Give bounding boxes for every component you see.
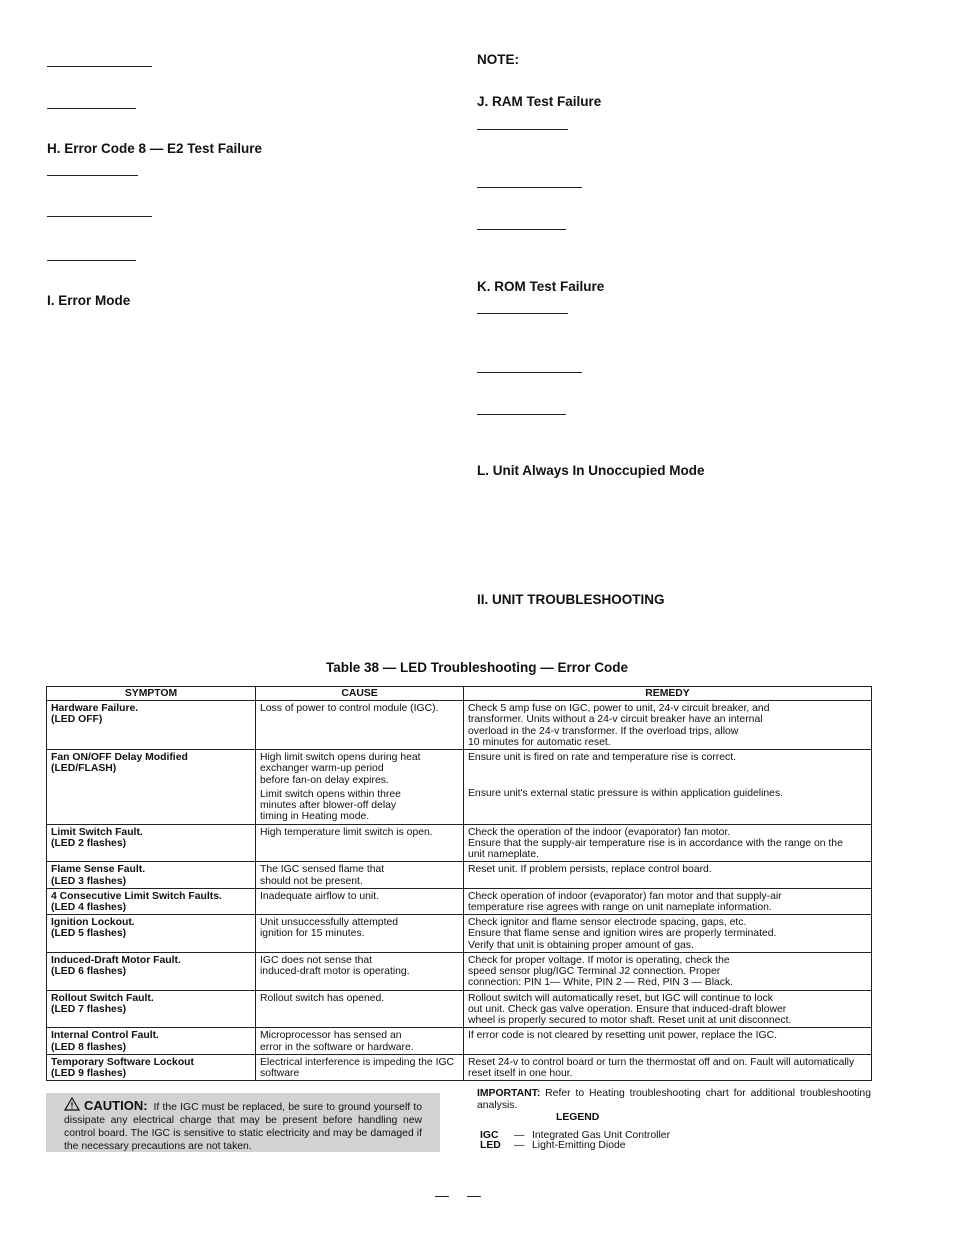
page-number-dash — [435, 1196, 449, 1197]
cause-cell — [256, 750, 464, 824]
table-row — [47, 915, 872, 953]
table-row — [47, 888, 872, 914]
symptom-cell: Flame Sense Fault. (LED 3 flashes) — [47, 862, 256, 888]
table-row — [47, 750, 872, 824]
important-note — [477, 1088, 871, 1112]
symptom-cell: Hardware Failure. (LED OFF) — [47, 701, 256, 750]
note-label: NOTE: — [477, 52, 519, 67]
symptom-cell: Fan ON/OFF Delay Modified (LED/FLASH) — [47, 750, 256, 824]
section-h-heading: H. Error Code 8 — E2 Test Failure — [47, 141, 263, 156]
caution-box — [46, 1093, 440, 1152]
table-row — [47, 701, 872, 750]
remedy-cell: If error code is not cleared by resetting unit power, replace the IGC. — [464, 1028, 872, 1054]
important-text: Refer to Heating troubleshooting chart for additional troubleshooting analysis. — [477, 1088, 871, 1111]
cause-cell: Inadequate airflow to unit. — [256, 888, 464, 914]
symptom-cell: Temporary Software Lockout (LED 9 flashes) — [47, 1054, 256, 1080]
cause-cell: The IGC sensed flame that should not be present. — [256, 862, 464, 888]
remedy-cell: Rollout switch will automatically reset, but IGC will continue to lock out unit. Check gas valve operation. Ensure that induced-draft blower wheel is properly secured to motor shaft. Reset unit at unit disconnect. — [464, 990, 872, 1028]
cause-text: Limit switch opens within three minutes after blower-off delay timing in Heating mode. — [260, 788, 401, 823]
caution-label: CAUTION: — [84, 1098, 148, 1113]
blank-rule — [47, 216, 152, 217]
symptom-cell: 4 Consecutive Limit Switch Faults. (LED 4 flashes) — [47, 888, 256, 914]
table-row — [47, 1054, 872, 1080]
remedy-cell: Check ignitor and flame sensor electrode spacing, gaps, etc. Ensure that flame sense and ignition wires are properly terminated. Verify that unit is obtaining proper amount of gas. — [464, 915, 872, 953]
legend-desc: Integrated Gas Unit Controller — [532, 1130, 671, 1141]
blank-rule — [477, 129, 568, 130]
legend-dash: — — [514, 1140, 525, 1151]
table-row — [47, 990, 872, 1028]
cause-cell: Rollout switch has opened. — [256, 990, 464, 1028]
section-i-heading: I. Error Mode — [47, 293, 131, 308]
blank-rule — [477, 313, 568, 314]
remedy-text: Ensure unit's external static pressure is within application guidelines. — [468, 788, 784, 800]
section-l-heading: L. Unit Always In Unoccupied Mode — [477, 463, 705, 478]
blank-rule — [477, 414, 566, 415]
warning-triangle-icon — [64, 1097, 80, 1111]
remedy-cell: Check operation of indoor (evaporator) fan motor and that supply-air temperature rise agrees with range on unit nameplate information. — [464, 888, 872, 914]
blank-rule — [47, 260, 136, 261]
cause-cell: Microprocessor has sensed an error in the software or hardware. — [256, 1028, 464, 1054]
cause-text: High limit switch opens during heat exchanger warm-up period before fan-on delay expires. — [260, 752, 421, 786]
table-row — [47, 1028, 872, 1054]
cause-cell: Electrical interference is impeding the IGC software — [256, 1054, 464, 1080]
symptom-cell: Internal Control Fault. (LED 8 flashes) — [47, 1028, 256, 1054]
cause-cell: Unit unsuccessfully attempted ignition for 15 minutes. — [256, 915, 464, 953]
legend-abbr: IGC — [480, 1130, 499, 1141]
section-j-heading: J. RAM Test Failure — [477, 94, 602, 109]
legend-item — [480, 1140, 626, 1151]
legend-abbr: LED — [480, 1140, 501, 1151]
table-row — [47, 952, 872, 990]
symptom-cell: Induced-Draft Motor Fault. (LED 6 flashes) — [47, 952, 256, 990]
blank-rule — [477, 187, 582, 188]
symptom-cell: Limit Switch Fault. (LED 2 flashes) — [47, 824, 256, 862]
remedy-text: Ensure unit is fired on rate and temperature rise is correct. — [468, 752, 736, 764]
remedy-cell — [464, 750, 872, 824]
remedy-cell: Check for proper voltage. If motor is operating, check the speed sensor plug/IGC Terminal J2 connection. Proper connection: PIN 1— White, PIN 2 — Red, PIN 3 — Black. — [464, 952, 872, 990]
section-ii-heading: II. UNIT TROUBLESHOOTING — [477, 592, 665, 607]
blank-rule — [47, 66, 152, 67]
table-row — [47, 824, 872, 862]
remedy-cell: Check the operation of the indoor (evaporator) fan motor. Ensure that the supply-air temperature rise is in accordance with the range on the unit nameplate. — [464, 824, 872, 862]
blank-rule — [47, 175, 138, 176]
remedy-cell: Reset unit. If problem persists, replace control board. — [464, 862, 872, 888]
legend-title: LEGEND — [556, 1112, 600, 1123]
remedy-header: REMEDY — [464, 687, 872, 701]
important-label: IMPORTANT: — [477, 1088, 541, 1099]
cause-cell: High temperature limit switch is open. — [256, 824, 464, 862]
symptom-cell: Rollout Switch Fault. (LED 7 flashes) — [47, 990, 256, 1028]
blank-rule — [47, 108, 136, 109]
page-number-dash — [467, 1196, 481, 1197]
caution-text: If the IGC must be replaced, be sure to ground yourself to dissipate any electrical charge that may be present before handling new control board. The IGC is sensitive to static electricity and may be damaged if the necessary precautions are not taken. — [64, 1102, 422, 1152]
table-title: Table 38 — LED Troubleshooting — Error Code — [325, 660, 629, 675]
cause-header: CAUSE — [256, 687, 464, 701]
cause-cell: IGC does not sense that induced-draft motor is operating. — [256, 952, 464, 990]
table-row — [47, 862, 872, 888]
section-k-heading: K. ROM Test Failure — [477, 279, 605, 294]
table-header-row — [47, 687, 872, 701]
cause-cell: Loss of power to control module (IGC). — [256, 701, 464, 750]
blank-rule — [477, 372, 582, 373]
blank-rule — [477, 229, 566, 230]
remedy-cell: Reset 24-v to control board or turn the thermostat off and on. Fault will automatically reset itself in one hour. — [464, 1054, 872, 1080]
legend-dash: — — [514, 1130, 525, 1141]
legend-desc: Light-Emitting Diode — [532, 1140, 626, 1151]
symptom-cell: Ignition Lockout. (LED 5 flashes) — [47, 915, 256, 953]
symptom-header: SYMPTOM — [47, 687, 256, 701]
remedy-cell: Check 5 amp fuse on IGC, power to unit, 24-v circuit breaker, and transformer. Units without a 24-v circuit breaker have an internal overload in the 24-v transformer. If the overload trips, allow 10 minutes for automatic reset. — [464, 701, 872, 750]
led-troubleshooting-table — [46, 686, 872, 1081]
